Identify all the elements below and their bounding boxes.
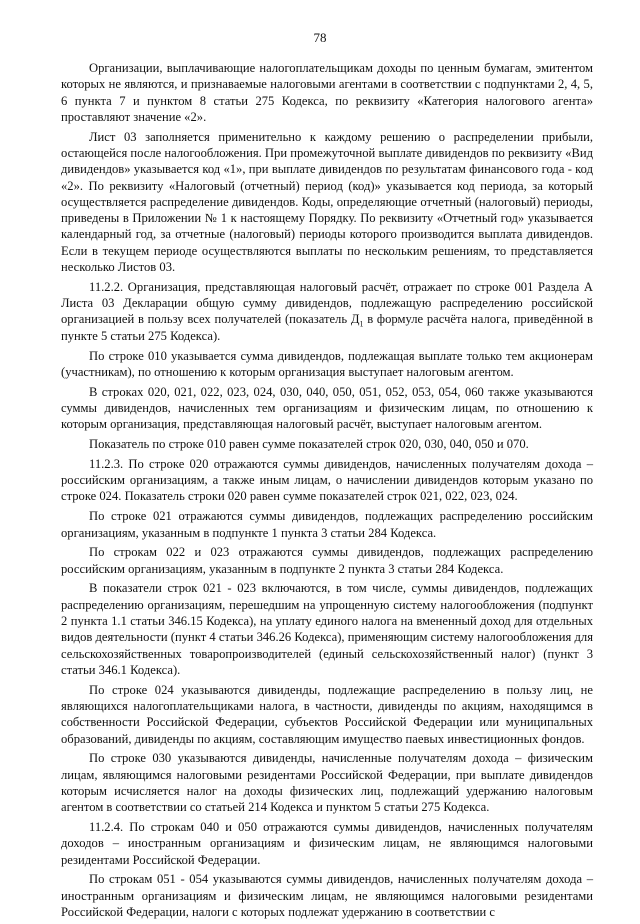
paragraph: Показатель по строке 010 равен сумме показателей строк 020, 030, 040, 050 и 070. xyxy=(89,437,529,452)
paragraph: 11.2.3. По строке 020 отражаются суммы дивидендов, начисленных получателям дохода – российским организациям, а также иным лицам, о начислении дивидендов которым указано по строке 024. Показатель строки 020 равен сумме показателей строк 021, 022, 023, 024. xyxy=(61,456,593,504)
paragraph: 11.2.4. По строкам 040 и 050 отражаются суммы дивидендов, начисленных получателям доходов – иностранным организациям и физическим лицам, не являющимся налоговыми резидентами Российской Федерации. xyxy=(61,820,593,867)
paragraph-text: 11.2.2. Организация, представляющая налоговый расчёт, отражает по строке 001 Раздела А Листа 03 Декларации общую сумму дивидендов, подлежащую распределению российской организацией в пользу всех получателей (показатель Д xyxy=(61,279,593,327)
paragraph: По строкам 051 - 054 указываются суммы дивидендов, начисленных получателям дохода – иностранным организациям и физическим лицам, не являющимся налоговыми резидентами Российской Федерации, налоги с которых подлежат удержанию в соответствии с xyxy=(61,872,593,920)
paragraph: Организации, выплачивающие налогоплательщикам доходы по ценным бумагам, эмитентом которых не являются, и признаваемые налоговыми агентами в соответствии с подпунктами 2, 4, 5, 6 пункта 7 и пунктом 8 статьи 275 Кодекса, по реквизиту «Категория налогового агента» проставляют значение «2». xyxy=(61,61,593,124)
paragraph: По строкам 022 и 023 отражаются суммы дивидендов, подлежащих распределению российским организациям, указанным в подпункте 2 пункта 3 статьи 284 Кодекса. xyxy=(61,545,593,576)
paragraph: В показатели строк 021 - 023 включаются, в том числе, суммы дивидендов, подлежащих распределению организациям, перешедшим на упрощенную систему налогообложения (подпункт 2 пункта 1.1 статьи 346.15 Кодекса), на уплату единого налога на вмененный доход для отдельных видов деятельности (пункт 4 статьи 346.26 Кодекса), применяющим систему налогообложения для сельскохозяйственных товаропроизводителей (единый сельскохозяйственный налог) (пункт 3 статьи 346.1 Кодекса). xyxy=(61,581,593,677)
paragraph-11-2-2 xyxy=(61,279,593,344)
paragraph: По строке 024 указываются дивиденды, подлежащие распределению в пользу лиц, не являющихся налогоплательщиками налога, в частности, дивиденды по акциям, находящимся в собственности Российской Федерации, субъектов Российской Федерации или муниципальных образований, дивиденды по акциям, составляющим имущество паевых инвестиционных фондов. xyxy=(61,682,593,746)
paragraph: По строке 010 указывается сумма дивидендов, подлежащая выплате только тем акционерам (участникам), по отношению к которым организация выступает налоговым агентом. xyxy=(61,348,593,379)
document-body xyxy=(61,60,593,924)
paragraph: По строке 021 отражаются суммы дивидендов, подлежащих распределению российским организациям, указанным в подпункте 1 пункта 3 статьи 284 Кодекса. xyxy=(61,509,593,540)
paragraph: Лист 03 заполняется применительно к каждому решению о распределении прибыли, остающейся после налогообложения. При промежуточной выплате дивидендов по реквизиту «Вид дивидендов» указывается код «1», при выплате дивидендов по результатам финансового года - код «2». По реквизиту «Налоговый (отчетный) период (код)» указывается код периода, за который осуществляется распределение дивидендов. Коды, определяющие отчетный (налоговый) периоды, приведены в Приложении № 1 к настоящему Порядку. По реквизиту «Отчетный год» указывается календарный год, за отчетные (налоговый) периоды которого производится выплата дивидендов. Если в текущем периоде осуществляются выплаты по нескольким решениям, то представляется несколько Листов 03. xyxy=(61,129,593,275)
paragraph: В строках 020, 021, 022, 023, 024, 030, 040, 050, 051, 052, 053, 054, 060 также указываются суммы дивидендов, начисленных тем организациям и физическим лицам, по отношению к которым организация, представляющая налоговый расчёт, выступает налоговым агентом. xyxy=(61,384,593,432)
paragraph: По строке 030 указываются дивиденды, начисленные получателям дохода – физическим лицам, являющимся налоговыми резидентами Российской Федерации, при выплате дивидендов которым исчисляется налог на доходы физических лиц, подлежащий удержанию налоговым агентом в соответствии со статьей 214 Кодекса и пунктом 5 статьи 275 Кодекса. xyxy=(61,751,593,815)
paragraph-text: в формуле расчёта налога, приведённой в пункте 5 статьи 275 Кодекса). xyxy=(61,312,593,343)
formula-subscript: 1 xyxy=(359,319,364,329)
page-number: 78 xyxy=(313,30,327,45)
